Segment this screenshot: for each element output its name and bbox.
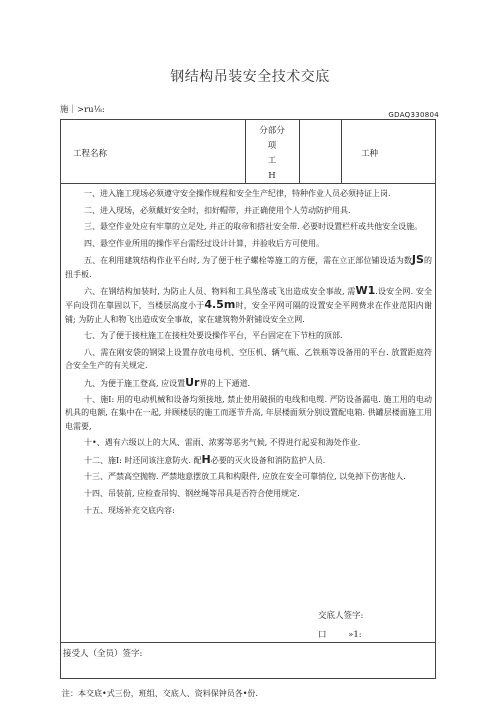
safety-item-text: 的扭手板. — [65, 256, 432, 279]
subproject-label — [247, 124, 297, 184]
safety-item — [65, 504, 432, 517]
subproject-label-line: 分部分 — [259, 126, 285, 136]
safety-item-text: 二、进入现场，必须戴好安全时，扣好帽带，并正确使用个人劳动防护用具. — [84, 205, 351, 215]
safety-item-text: 时，安全平网可隔的设置安全平网费求在作业范阳内谢铺; 为防止人和物飞出造成安全事故，家在建筑物外附铺设安全立网. — [65, 301, 433, 324]
safety-item-text: 十、施I: 用的电动机械和设备均须接地, 禁止使用破损的电线和电缆. 严防设备漏电. 施工用的电动机具的电额, 在集中在一起, 并顾楼层的施工而逐节升高, 年层楼面须分别设置配电箱. 供罐层楼面施工用电需要, — [65, 395, 432, 431]
safety-item-text: 十四、吊装前, 应检查吊钩、钢丝绳等吊具是否符合使用规定. — [84, 488, 300, 498]
safety-item — [65, 393, 432, 433]
safety-item — [65, 453, 432, 467]
handover-date-label: 口 »1: — [318, 630, 362, 640]
safety-item-emphasis: H — [201, 452, 211, 466]
header-divider-2 — [299, 120, 300, 183]
safety-item-emphasis: JS — [411, 253, 424, 267]
footnote: 注：本交底•式三份，班组、交底人、资料保钟员各•份. — [62, 689, 258, 698]
project-name-label: 工程名称 — [73, 149, 108, 159]
handover-signature-label: 交底人签字: — [318, 611, 364, 621]
safety-item — [65, 237, 432, 250]
safety-item-text: 七、为了便于接柱施工在接柱处要设操作平台，平台固定在下节柱的顶部. — [84, 331, 343, 341]
construction-unit-label: 施｜>ru⅛: — [60, 105, 105, 115]
subproject-label-line: 项 — [267, 141, 277, 151]
safety-item — [65, 329, 432, 342]
safety-item-text: 四、悬空作业所用的操作平台需经过设计计算，并验收后方可使用。 — [84, 238, 324, 248]
header-divider-1 — [245, 120, 246, 183]
safety-item-text: 十•、遇有六级以上的大风、雷雨、浓雾等恶劣气候, 不得进行起妥和海处作业. — [84, 438, 361, 448]
safety-item-text: 必要的灭火设备和消防监护人员. — [210, 455, 326, 465]
work-type-label: 工种 — [361, 149, 379, 159]
disclosure-form — [60, 119, 436, 679]
safety-item — [65, 284, 432, 326]
subproject-label-line: H — [268, 171, 276, 181]
safety-item-text: 三、悬空作业处应有牢靠的立足处, 并正的取帝和搭社安全带. 必要时设置栏杆或共他安全设施。 — [84, 222, 423, 232]
safety-item — [65, 470, 432, 483]
safety-item-text: 五、在利用建筑结构作业平台时, 为了便于柱子螺栓等施工的方便，需在立正部位铺设适为数 — [84, 256, 412, 266]
receiver-signature-label: 接受人（全员）签字: — [63, 649, 143, 659]
signature-rule — [61, 642, 435, 643]
safety-item-emphasis: Ur — [185, 375, 200, 389]
safety-item-text: 六、在钢结构加装时, 为防止人员、物料和工具坠落或飞出造成安全事故, 需 — [84, 287, 356, 297]
safety-item-text: 界的上下通道. — [199, 378, 250, 388]
safety-item — [65, 376, 432, 390]
safety-item-text: 八、需在刚安袋的钢梁上设置存放电母机、空压机、辆气瓶、乙铁瓶等设备用的平台. 放置距庭符合安全生产的有关规定. — [65, 347, 432, 370]
document-code: GDAQ330804 — [388, 111, 439, 119]
safety-item-text: 十二、施I: 时还同该注意防火. 配 — [84, 455, 202, 465]
safety-item — [65, 204, 432, 217]
safety-item — [65, 253, 432, 280]
safety-item — [65, 436, 432, 449]
safety-item-emphasis: W1 — [355, 284, 376, 298]
safety-item — [65, 220, 432, 233]
header-divider-3 — [341, 120, 342, 183]
safety-item-text: 十三、严禁高空抛物. 严禁地意摆放工具和构限件, 应放在安全可靠悄位, 以免掉下伤害他人. — [84, 472, 406, 482]
safety-item — [65, 187, 432, 200]
safety-item — [65, 487, 432, 500]
safety-item-text: 九、为便于施工登高, 应设置 — [84, 378, 186, 388]
subproject-label-line: 工 — [267, 156, 277, 166]
safety-item-text: 十五、现场补充交底内容: — [84, 505, 175, 515]
safety-item-emphasis: 4.5m — [204, 298, 236, 312]
safety-items — [61, 187, 435, 520]
document-title: 钢结构吊装安全技术交底 — [170, 69, 330, 85]
safety-item-text: .设安全网. 安全平向设罚在靠固以下，当楼层高度小于 — [65, 287, 432, 311]
safety-item — [65, 346, 432, 372]
safety-item-text: 一、进入施工现场必须遵守安全操作规程和安全生产纪律，特种作业人员必须持证上岗. — [84, 189, 391, 198]
